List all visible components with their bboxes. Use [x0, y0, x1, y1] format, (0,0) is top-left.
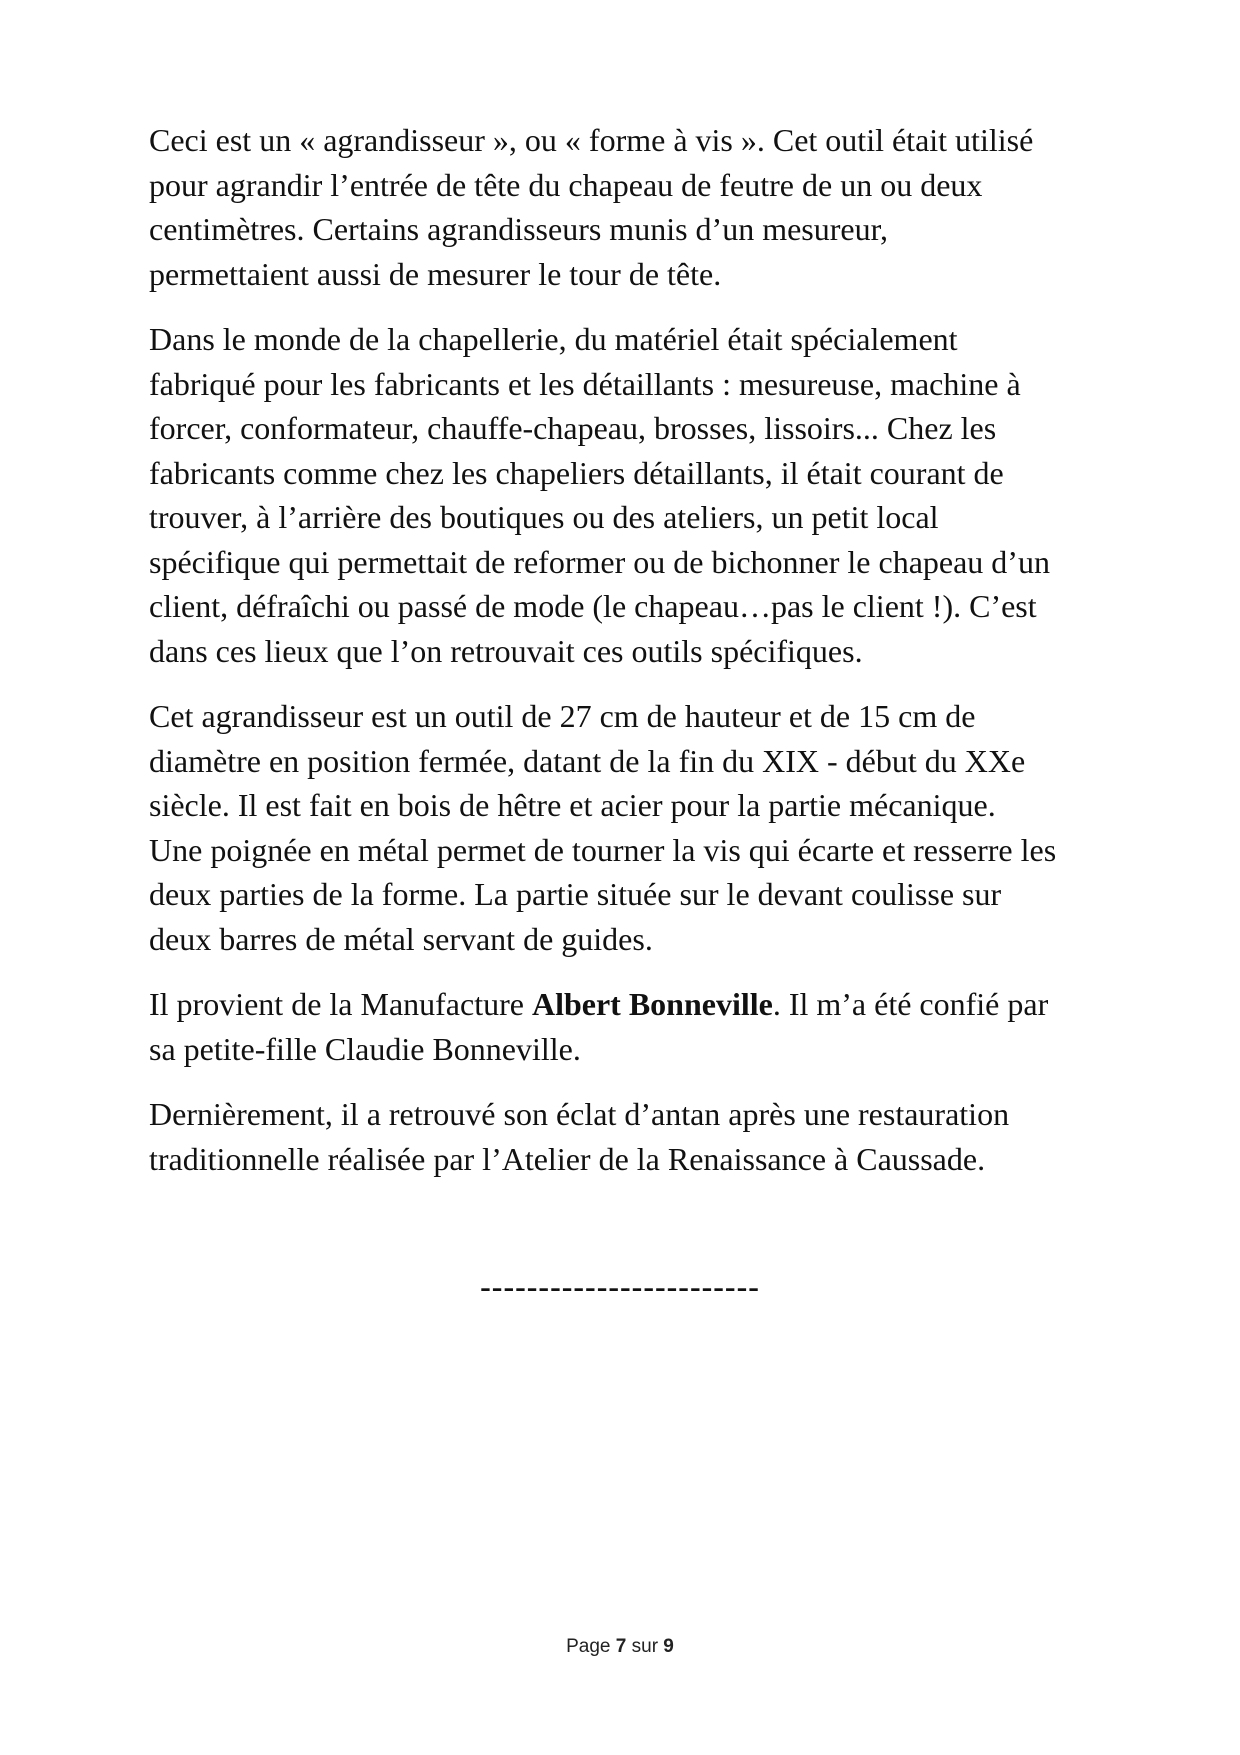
manufacturer-name: Albert Bonneville — [531, 986, 773, 1022]
text-line: permettaient aussi de mesurer le tour de tête. — [149, 255, 722, 292]
paragraph-agrandisseur-intro — [149, 118, 1109, 296]
text-line: Ceci est un « agrandisseur », ou « forme à vis ». Cet outil était utilisé — [149, 122, 1034, 158]
text-run: Il provient de la Manufacture — [149, 986, 532, 1022]
text-line: Une poignée en métal permet de tourner la vis qui écarte et resserre les — [149, 831, 1057, 868]
text-line: traditionnelle réalisée par l’Atelier de la Renaissance à Caussade. — [149, 1140, 986, 1177]
text-line: fabricants comme chez les chapeliers détaillants, il était courant de — [149, 454, 1004, 491]
dashed-separator: ------------------------ — [480, 1268, 760, 1304]
paragraph-chapellerie-materiel — [149, 317, 1109, 673]
text-line: deux parties de la forme. La partie située sur le devant coulisse sur — [149, 876, 1002, 912]
text-run: . Il m’a été confié par — [772, 986, 1049, 1022]
text-line: dans ces lieux que l’on retrouvait ces outils spécifiques. — [149, 632, 863, 669]
text-line: diamètre en position fermée, datant de la fin du XIX - début du XXe — [149, 742, 1026, 779]
text-line: Dans le monde de la chapellerie, du matériel était spécialement — [149, 321, 958, 357]
total-page-count: 9 — [663, 1636, 674, 1657]
current-page-number: 7 — [615, 1636, 627, 1657]
text-line: Dernièrement, il a retrouvé son éclat d’antan après une restauration — [149, 1096, 1010, 1132]
text-line — [149, 982, 1109, 1027]
page-number-footer — [0, 1636, 1240, 1658]
text-line: pour agrandir l’entrée de tête du chapeau de feutre de un ou deux — [149, 166, 983, 203]
text-line: forcer, conformateur, chauffe-chapeau, brosses, lissoirs... Chez les — [149, 410, 997, 446]
text-line: spécifique qui permettait de reformer ou de bichonner le chapeau d’un — [149, 543, 1050, 580]
text-line: centimètres. Certains agrandisseurs munis d’un mesureur, — [149, 211, 888, 247]
footer-middle: sur — [626, 1636, 664, 1657]
text-line: Cet agrandisseur est un outil de 27 cm de hauteur et de 15 cm de — [149, 698, 976, 734]
text-line: trouver, à l’arrière des boutiques ou des ateliers, un petit local — [149, 499, 939, 535]
page-body — [149, 118, 1109, 1202]
text-line: siècle. Il est fait en bois de hêtre et acier pour la partie mécanique. — [149, 787, 996, 823]
footer-prefix: Page — [566, 1636, 616, 1657]
paragraph-restauration — [149, 1092, 1109, 1181]
text-line: deux barres de métal servant de guides. — [149, 920, 653, 957]
text-line: client, défraîchi ou passé de mode (le chapeau…pas le client !). C’est — [149, 588, 1037, 624]
paragraph-description-outil — [149, 694, 1109, 961]
text-line: fabriqué pour les fabricants et les détaillants : mesureuse, machine à — [149, 365, 1021, 402]
paragraph-provenance — [149, 982, 1109, 1071]
text-line: sa petite-fille Claudie Bonneville. — [149, 1030, 581, 1067]
